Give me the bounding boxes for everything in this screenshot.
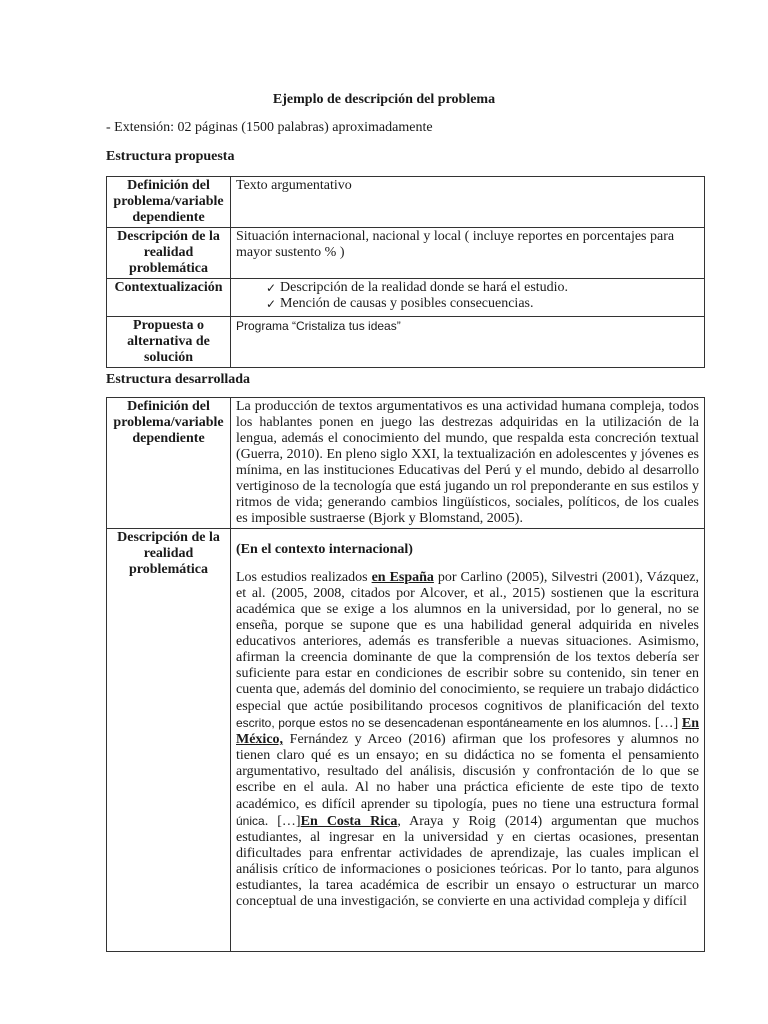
checklist-item: ✓ Mención de causas y posibles consecuencias. xyxy=(266,296,699,312)
paragraph-internacional xyxy=(236,570,699,910)
extension-note: - Extensión: 02 páginas (1500 palabras) aproximadamente xyxy=(106,120,433,135)
text-segment: , Araya y Roig (2014) argumentan que muchos estudiantes, al ingresar en la universidad y en ciertas ocasiones, presentan dificultades para enfrentar actividades de aprendizaje, las cuales implican el análisis crítico de informaciones o posiciones teóricas. Por lo tanto, para algunos estudiantes, la tarea académica de escribir un ensayo o estructurar un marco conceptual de una investigación, se convierte en una actividad compleja y difícil xyxy=(236,814,699,909)
table-row xyxy=(107,177,705,228)
row-text: La producción de textos argumentativos es una actividad humana compleja, todos los hablantes ponen en juego las destrezas adquiridas en la utilización de la lengua, además el conocimiento del mundo, que respalda esta concreción textual (Guerra, 2010). En pleno siglo XXI, la textualización en adolescentes y jóvenes es mínima, en las instituciones Educativas del Perú y el mundo, debido al desarrollo vertiginoso de la tecnología que está jugando un rol preponderante en sus estilos y ritmos de vida; generando cambios lingüísticos, sociales, políticos, de los cuales es imposible sustraerse (Bjork y Blomstand, 2005). xyxy=(231,398,705,529)
heading-estructura-propuesta: Estructura propuesta xyxy=(106,149,235,164)
table-row xyxy=(107,398,705,529)
table-row xyxy=(107,317,705,368)
table-estructura-desarrollada xyxy=(106,397,705,952)
subheading-internacional: (En el contexto internacional) xyxy=(236,542,413,557)
highlight-mexico: En México, xyxy=(236,716,699,747)
text-segment: . […] xyxy=(264,814,301,829)
table-row xyxy=(107,228,705,279)
text-segment: Fernández y Arceo (2016) afirman que los profesores y alumnos no tienen claro qué es un ensayo; en su didáctica no se fomenta el pensamiento argumentativo, resultado del análisis, discusión y confrontación de lo que se escribe en el aula. Al no haber una práctica eficiente de este tipo de texto académico, es difícil aprender su tipología, pues no tiene una estructura formal xyxy=(236,732,699,812)
highlight-espana: en España xyxy=(371,570,434,585)
row-content-clip xyxy=(236,530,699,950)
heading-estructura-desarrollada: Estructura desarrollada xyxy=(106,372,251,387)
row-value xyxy=(231,279,705,317)
checklist-item: ✓ Descripción de la realidad donde se hará el estudio. xyxy=(266,280,699,296)
row-label: Definición del problema/variable dependiente xyxy=(107,177,231,228)
row-label: Propuesta o alternativa de solución xyxy=(107,317,231,368)
text-segment: por Carlino (2005), Silvestri (2001), Vázquez, et al. (2005, 2008, citados por Alcover, et al., 2015) sostienen que la escritura académica que se exige a los alumnos en la universidad, por lo general, no se enseña, porque se supone que es una habilidad general adquirida en niveles educativos anteriores, además es transferible a nuevas situaciones. Asimismo, afirman la creencia dominante de que la comprensión de los textos debería ser suficiente para estar en condiciones de escribir sobre su contenido, sin tener en cuenta que, además del dominio del conocimiento, se requiere un trabajo didáctico especial que actúe posibilitando procesos cognitivos de planificación del texto xyxy=(236,570,699,714)
row-content xyxy=(231,529,705,952)
table-row xyxy=(107,279,705,317)
row-label: Descripción de la realidad problemática xyxy=(107,529,231,952)
text-segment: Los estudios realizados xyxy=(236,570,372,585)
row-value: Texto argumentativo xyxy=(231,177,705,228)
text-segment: única xyxy=(236,814,265,828)
checklist xyxy=(236,280,699,312)
row-value: Situación internacional, nacional y local ( incluye reportes en porcentajes para mayor sustento % ) xyxy=(231,228,705,279)
row-label: Descripción de la realidad problemática xyxy=(107,228,231,279)
highlight-costa-rica: En Costa Rica xyxy=(300,814,398,829)
row-label: Contextualización xyxy=(107,279,231,317)
text-segment: . […] xyxy=(647,716,682,731)
document-title: Ejemplo de descripción del problema xyxy=(272,92,496,107)
row-label: Definición del problema/variable dependiente xyxy=(107,398,231,529)
table-estructura-propuesta xyxy=(106,176,705,368)
row-value: Programa “Cristaliza tus ideas” xyxy=(231,317,705,368)
text-segment: escrito, porque estos no se desencadenan espontáneamente en los alumnos xyxy=(236,716,648,730)
table-row xyxy=(107,529,705,952)
